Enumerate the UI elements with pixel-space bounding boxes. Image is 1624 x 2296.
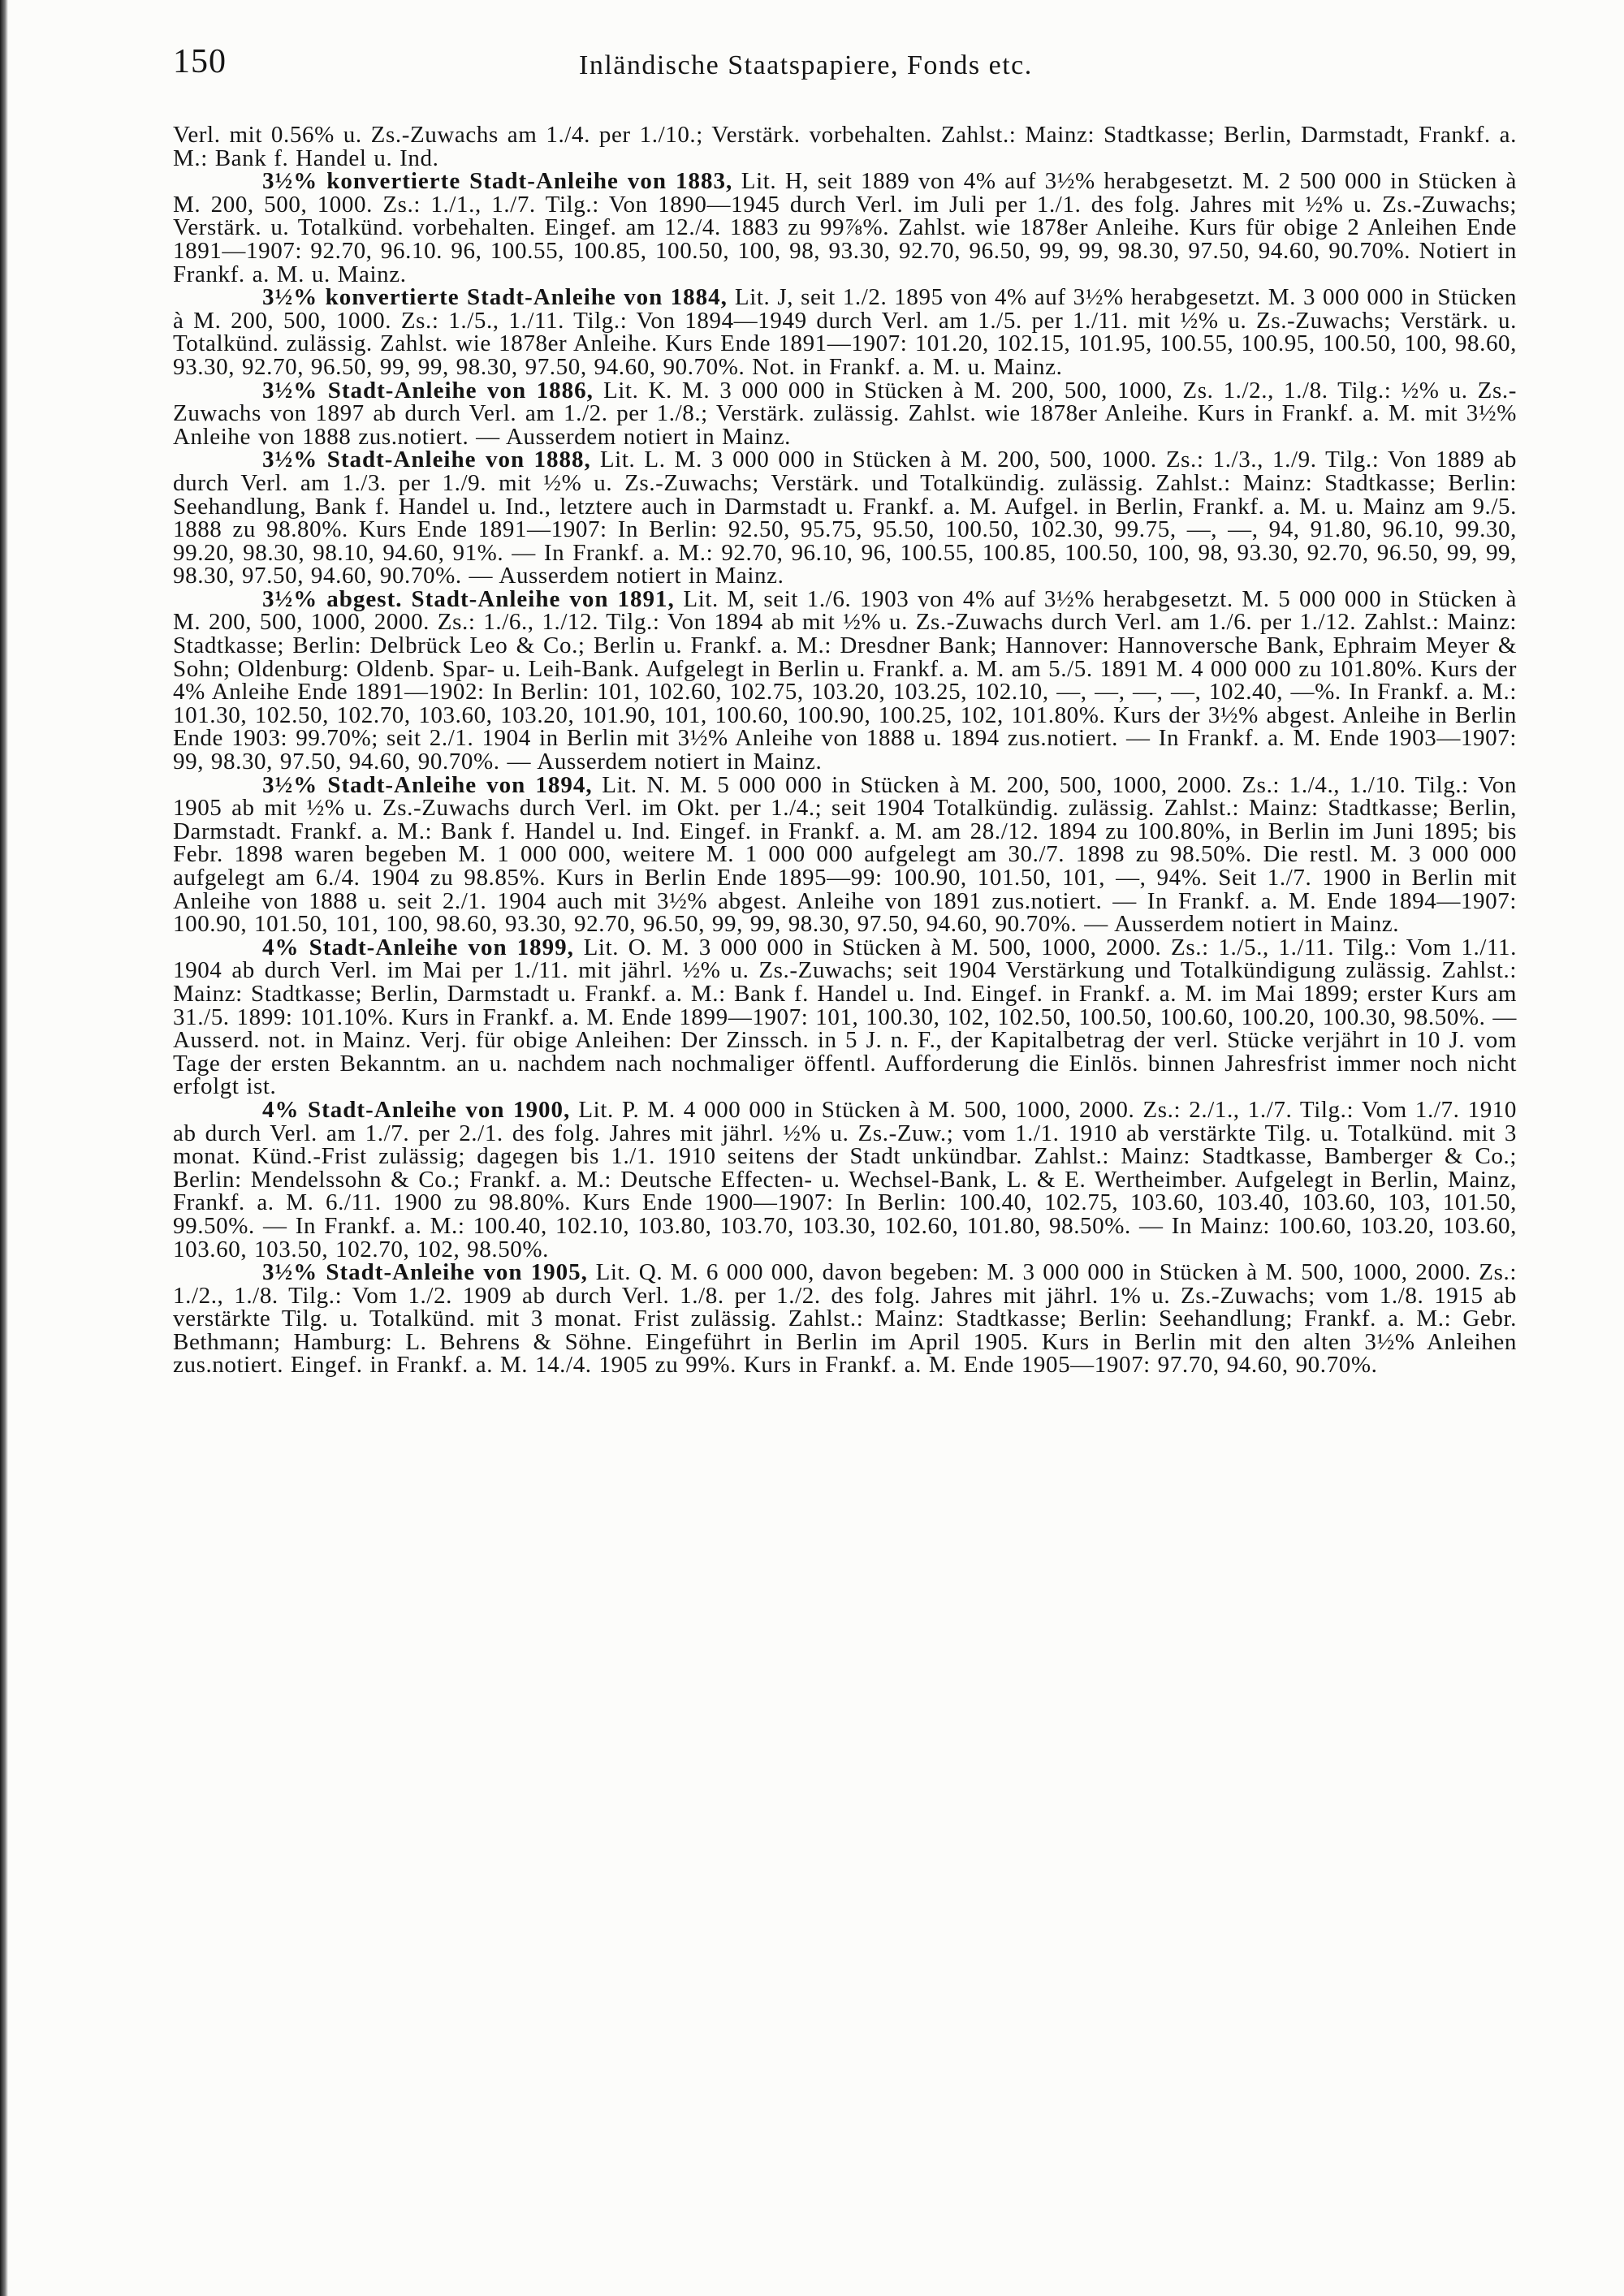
entry-text: Lit. H, seit 1889 von 4% auf 3½% herabgesetzt. M. 2 500 000 in Stücken à M. 200, 500, 1000. Zs.: 1./1., 1./7. Tilg.: Von 1890—1945 durch Verl. im Juli per 1./1. des folg. Jahres mit ½% u. Zs.-Zuwachs; Verstärk. u. Totalkünd. vorbehalten. Eingef. am 12./4. 1883 zu 99⅞%. Zahlst. wie 1878er Anleihe. Kurs für obige 2 Anleihen Ende 1891—1907: 92.70, 96.10. 96, 100.55, 100.85, 100.50, 100, 98, 93.30, 92.70, 96.50, 99, 99, 98.30, 97.50, 94.60, 90.70%. Notiert in Frankf. a. M. u. Mainz.	[173, 168, 1518, 287]
entry-text: Lit. N. M. 5 000 000 in Stücken à M. 200, 500, 1000, 2000. Zs.: 1./4., 1./10. Tilg.: Von 1905 ab mit ½% u. Zs.-Zuwachs durch Verl. im Okt. per 1./4.; seit 1904 Totalkündig. zulässig. Zahlst.: Mainz: Stadtkasse; Berlin, Darmstadt. Frankf. a. M.: Bank f. Handel u. Ind. Eingef. in Frankf. a. M. am 28./12. 1894 zu 100.80%, in Berlin im Juni 1895; bis Febr. 1898 waren begeben M. 1 000 000, weitere M. 1 000 000 aufgelegt am 30./7. 1898 zu 98.50%. Die restl. M. 3 000 000 aufgelegt am 6./4. 1904 zu 98.85%. Kurs in Berlin Ende 1895—99: 100.90, 101.50, 101, —, 94%. Seit 1./7. 1900 in Berlin mit Anleihe von 1888 u. seit 2./1. 1904 auch mit 3½% abgest. Anleihe von 1891 zus.notiert. — In Frankf. a. M. Ende 1894—1907: 100.90, 101.50, 101, 100, 98.60, 93.30, 92.70, 96.50, 99, 99, 98.30, 97.50, 94.60, 90.70%. — Ausserdem notiert in Mainz.	[173, 771, 1517, 938]
entry-heading: 4% Stadt-Anleihe von 1900,	[262, 1096, 571, 1123]
entry-text: Lit. O. M. 3 000 000 in Stücken à M. 500, 1000, 2000. Zs.: 1./5., 1./11. Tilg.: Vom 1./11. 1904 ab durch Verl. im Mai per 1./11. mit jährl. ½% u. Zs.-Zuwachs; seit 1904 Verstärkung und Totalkündigung zulässig. Zahlst.: Mainz: Stadtkasse; Berlin, Darmstadt u. Frankf. a. M.: Bank f. Handel u. Ind. Eingef. in Frankf. a. M. im Mai 1899; erster Kurs am 31./5. 1899: 101.10%. Kurs in Frankf. a. M. Ende 1899—1907: 101, 100.30, 102, 102.50, 100.50, 100.60, 100.20, 100.30, 98.50%. — Ausserd. not. in Mainz. Verj. für obige Anleihen: Der Zinssch. in 5 J. n. F., der Kapitalbetrag der verl. Stücke verjährt in 10 J. vom Tage der ersten Bekanntm. an u. nachdem nach nochmaliger öffentl. Aufforderung die Einlös. binnen Jahresfrist immer noch nicht erfolgt ist.	[173, 934, 1517, 1100]
entry-text: Lit. P. M. 4 000 000 in Stücken à M. 500, 1000, 2000. Zs.: 2./1., 1./7. Tilg.: Vom 1./7. 1910 ab durch Verl. am 1./7. per 2./1. des folg. Jahres mit jährl. ½% u. Zs.-Zuw.; vom 1./1. 1910 ab verstärkte Tilg. u. Totalkünd. mit 3 monat. Künd.-Frist zulässig; dagegen bis 1./1. 1910 seitens der Stadt unkündbar. Zahlst.: Mainz: Stadtkasse, Bamberger & Co.; Berlin: Mendelssohn & Co.; Frankf. a. M.: Deutsche Effecten- u. Wechsel-Bank, L. & E. Wertheimber. Aufgelegt in Berlin, Mainz, Frankf. a. M. 6./11. 1900 zu 98.80%. Kurs Ende 1900—1907: In Berlin: 100.40, 102.75, 103.60, 103.40, 103.60, 103, 101.50, 99.50%. — In Frankf. a. M.: 100.40, 102.10, 103.80, 103.70, 103.30, 102.60, 101.80, 98.50%. — In Mainz: 100.60, 103.20, 103.60, 103.60, 103.50, 102.70, 102, 98.50%.	[173, 1096, 1517, 1262]
entry-anleihe-1900	[173, 1098, 1517, 1261]
entry-text: Lit. Q. M. 6 000 000, davon begeben: M. 3 000 000 in Stücken à M. 500, 1000, 2000. Zs.: 1./2., 1./8. Tilg.: Vom 1./2. 1909 ab durch Verl. 1./8. per 1./2. des folg. Jahres mit jährl. 1% u. Zs.-Zuwachs; vom 1./8. 1915 ab verstärkte Tilg. u. Totalkünd. mit 3 monat. Frist zulässig. Zahlst.: Mainz: Stadtkasse; Berlin: Seehandlung; Frankf. a. M.: Gebr. Bethmann; Hamburg: L. Behrens & Söhne. Eingeführt in Berlin im April 1905. Kurs in Berlin mit den alten 3½% Anleihen zus.notiert. Eingef. in Frankf. a. M. 14./4. 1905 zu 99%. Kurs in Frankf. a. M. Ende 1905—1907: 97.70, 94.60, 90.70%.	[173, 1259, 1518, 1379]
entry-heading: 3½% Stadt-Anleihe von 1888,	[262, 447, 591, 473]
entry-continuation	[173, 123, 1517, 170]
entry-heading: 3½% abgest. Stadt-Anleihe von 1891,	[262, 585, 675, 612]
entry-text: Lit. M, seit 1./6. 1903 von 4% auf 3½% herabgesetzt. M. 5 000 000 in Stücken à M. 200, 500, 1000, 2000. Zs.: 1./6., 1./12. Tilg.: Von 1894 ab mit ½% u. Zs.-Zuwachs durch Verl. am 1./6. per 1./12. Zahlst.: Mainz: Stadtkasse; Berlin: Delbrück Leo & Co.; Berlin u. Frankf. a. M.: Dresdner Bank; Hannover: Hannoversche Bank, Ephraim Meyer & Sohn; Oldenburg: Oldenb. Spar- u. Leih-Bank. Aufgelegt in Berlin u. Frankf. a. M. am 5./5. 1891 M. 4 000 000 zu 101.80%. Kurs der 4% Anleihe Ende 1891—1902: In Berlin: 101, 102.60, 102.75, 103.20, 103.25, 102.10, —, —, —, —, 102.40, —%. In Frankf. a. M.: 101.30, 102.50, 102.70, 103.60, 103.20, 101.90, 101, 100.60, 100.90, 100.25, 102, 101.80%. Kurs der 3½% abgest. Anleihe in Berlin Ende 1903: 99.70%; seit 2./1. 1904 in Berlin mit 3½% Anleihe von 1888 u. 1894 zus.notiert. — In Frankf. a. M. Ende 1903—1907: 99, 98.30, 97.50, 94.60, 90.70%. — Ausserdem notiert in Mainz.	[173, 585, 1517, 775]
page-number: 150	[173, 43, 227, 80]
entry-anleihe-1894	[173, 771, 1517, 938]
scan-edge	[0, 0, 8, 2296]
entry-heading: 3½% konvertierte Stadt-Anleihe von 1883,	[262, 168, 733, 195]
page-body	[173, 123, 1517, 1377]
running-title: Inländische Staatspapiere, Fonds etc.	[579, 50, 1033, 80]
entry-anleihe-1883	[173, 170, 1517, 286]
entry-anleihe-1891	[173, 585, 1517, 775]
entry-heading: 3½% Stadt-Anleihe von 1894,	[262, 771, 593, 798]
entry-heading: 4% Stadt-Anleihe von 1899,	[262, 934, 574, 960]
entry-anleihe-1884	[173, 286, 1517, 378]
entry-anleihe-1888	[173, 448, 1517, 588]
entry-text: Lit. L. M. 3 000 000 in Stücken à M. 200, 500, 1000. Zs.: 1./3., 1./9. Tilg.: Von 1889 ab durch Verl. am 1./3. per 1./9. mit ½% u. Zs.-Zuwachs; Verstärk. und Totalkündig. zulässig. Zahlst.: Mainz: Stadtkasse; Berlin: Seehandlung, Bank f. Handel u. Ind., letztere auch in Darmstadt u. Frankf. a. M. Aufgel. in Berlin, Frankf. a. M. u. Mainz am 9./5. 1888 zu 98.80%. Kurs Ende 1891—1907: In Berlin: 92.50, 95.75, 95.50, 100.50, 102.30, 99.75, —, —, 94, 91.80, 96.10, 99.30, 99.20, 98.30, 98.10, 94.60, 91%. — In Frankf. a. M.: 92.70, 96.10, 96, 100.55, 100.85, 100.50, 100, 98, 93.30, 92.70, 96.50, 99, 99, 98.30, 97.50, 94.60, 90.70%. — Ausserdem notiert in Mainz.	[173, 447, 1517, 589]
entry-anleihe-1886	[173, 379, 1517, 449]
entry-heading: 3½% konvertierte Stadt-Anleihe von 1884,	[262, 284, 728, 311]
entry-heading: 3½% Stadt-Anleihe von 1905,	[262, 1259, 588, 1286]
entry-anleihe-1905	[173, 1261, 1517, 1377]
entry-anleihe-1899	[173, 936, 1517, 1098]
entry-text: Lit. J, seit 1./2. 1895 von 4% auf 3½% herabgesetzt. M. 3 000 000 in Stücken à M. 200, 500, 1000. Zs.: 1./5., 1./11. Tilg.: Von 1894—1949 durch Verl. am 1./5. per 1./11. mit ½% u. Zs.-Zuwachs; Verstärk. u. Totalkünd. zulässig. Zahlst. wie 1878er Anleihe. Kurs Ende 1891—1907: 101.20, 102.15, 101.95, 100.55, 100.95, 100.50, 100, 98.60, 93.30, 92.70, 96.50, 99, 99, 98.30, 97.50, 94.60, 90.70%. Not. in Frankf. a. M. u. Mainz.	[173, 284, 1517, 380]
entry-heading: 3½% Stadt-Anleihe von 1886,	[262, 377, 594, 404]
entry-text: Verl. mit 0.56% u. Zs.-Zuwachs am 1./4. per 1./10.; Verstärk. vorbehalten. Zahlst.: Mainz: Stadtkasse; Berlin, Darmstadt, Frankf. a. M.: Bank f. Handel u. Ind.	[173, 122, 1517, 171]
entry-text: Lit. K. M. 3 000 000 in Stücken à M. 200, 500, 1000, Zs. 1./2., 1./8. Tilg.: ½% u. Zs.-Zuwachs von 1897 ab durch Verl. am 1./2. per 1./8.; Verstärk. zulässig. Zahlst. wie 1878er Anleihe. Kurs in Frankf. a. M. mit 3½% Anleihe von 1888 zus.notiert. — Ausserdem notiert in Mainz.	[173, 377, 1517, 450]
page-header	[173, 42, 1521, 91]
